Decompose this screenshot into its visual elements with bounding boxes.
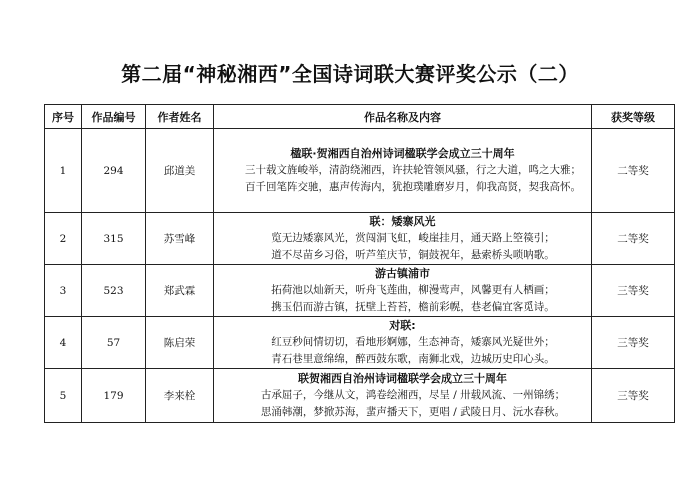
cell-work-content: [214, 317, 592, 369]
work-title: 对联:: [389, 319, 416, 332]
cell-serial: 2: [45, 213, 82, 265]
cell-serial: 3: [45, 265, 82, 317]
cell-work-id: 315: [82, 213, 146, 265]
table-row: [45, 129, 675, 213]
table-row: [45, 317, 675, 369]
couplet-line: 携玉侣而游古镇，抚壁上苔苔，檐前彩幌，巷老偏宜客觅诗。: [271, 301, 555, 313]
table-row: [45, 265, 675, 317]
cell-serial: 5: [45, 369, 82, 423]
cell-author: 郑武霖: [146, 265, 214, 317]
cell-award: 二等奖: [592, 213, 675, 265]
header-author: 作者姓名: [146, 105, 214, 129]
couplet-line: 百千回笔阵交驰，惠声传海内，犹抱璞雕磨岁月，仰我高贤，契我高怀。: [245, 181, 581, 193]
cell-author: 邱道美: [146, 129, 214, 213]
cell-author: 陈启荣: [146, 317, 214, 369]
awards-table: [44, 104, 675, 423]
work-title: 游古镇浦市: [375, 267, 430, 280]
work-title: 楹联·贺湘西自治州诗词楹联学会成立三十周年: [290, 147, 515, 160]
header-work-id: 作品编号: [82, 105, 146, 129]
table-header-row: [45, 105, 675, 129]
page-title: 第二届“神秘湘西”全国诗词联大赛评奖公示（二）: [121, 62, 579, 86]
cell-work-content: [214, 129, 592, 213]
couplet-line: 青石巷里意绵绵，醉西鼓东歌，南狮北戏，边城历史印心头。: [271, 353, 555, 365]
cell-award: 三等奖: [592, 317, 675, 369]
cell-work-id: 523: [82, 265, 146, 317]
header-serial: 序号: [45, 105, 82, 129]
cell-award: 三等奖: [592, 265, 675, 317]
couplet-line: 古承屈子，今继从文，鸿卷绘湘西，尽呈 / 卅载风流、一州锦绣；: [260, 389, 566, 401]
cell-work-content: [214, 213, 592, 265]
cell-work-id: 179: [82, 369, 146, 423]
cell-author: 苏雪峰: [146, 213, 214, 265]
table-row: [45, 369, 675, 423]
couplet-line: 红豆秒间情切切，看地形婀娜，生态神奇，矮寨风光疑世外；: [271, 336, 555, 348]
table-row: [45, 213, 675, 265]
header-award-level: 获奖等级: [592, 105, 675, 129]
cell-work-id: 57: [82, 317, 146, 369]
couplet-line: 拓荷池以灿新天，听舟飞莲曲，柳漫莺声，风馨更有人栖画；: [271, 284, 555, 296]
cell-work-content: [214, 369, 592, 423]
cell-award: 三等奖: [592, 369, 675, 423]
cell-serial: 1: [45, 129, 82, 213]
couplet-line: 思涌韩潮，梦掀苏海，蜚声播天下，更唱 / 武陵日月、沅水春秋。: [260, 406, 566, 418]
cell-serial: 4: [45, 317, 82, 369]
cell-work-id: 294: [82, 129, 146, 213]
work-title: 联：矮寨风光: [369, 215, 436, 228]
couplet-line: 道不尽苗乡习俗，听芦笙庆节，铜鼓祝年，悬索桥头唢呐歌。: [271, 249, 555, 261]
couplet-line: 览无边矮寨风光，赏闯洞飞虹，峻崖挂月，通天路上箜篌引；: [271, 232, 555, 244]
couplet-line: 三十载文旌峻举，清韵绕湘西，许扶轮管领风骚，行之大道，鸣之大雅；: [245, 164, 581, 176]
header-work-content: 作品名称及内容: [214, 105, 592, 129]
cell-award: 二等奖: [592, 129, 675, 213]
cell-work-content: [214, 265, 592, 317]
work-title: 联贺湘西自治州诗词楹联学会成立三十周年: [298, 372, 507, 385]
cell-author: 李来栓: [146, 369, 214, 423]
